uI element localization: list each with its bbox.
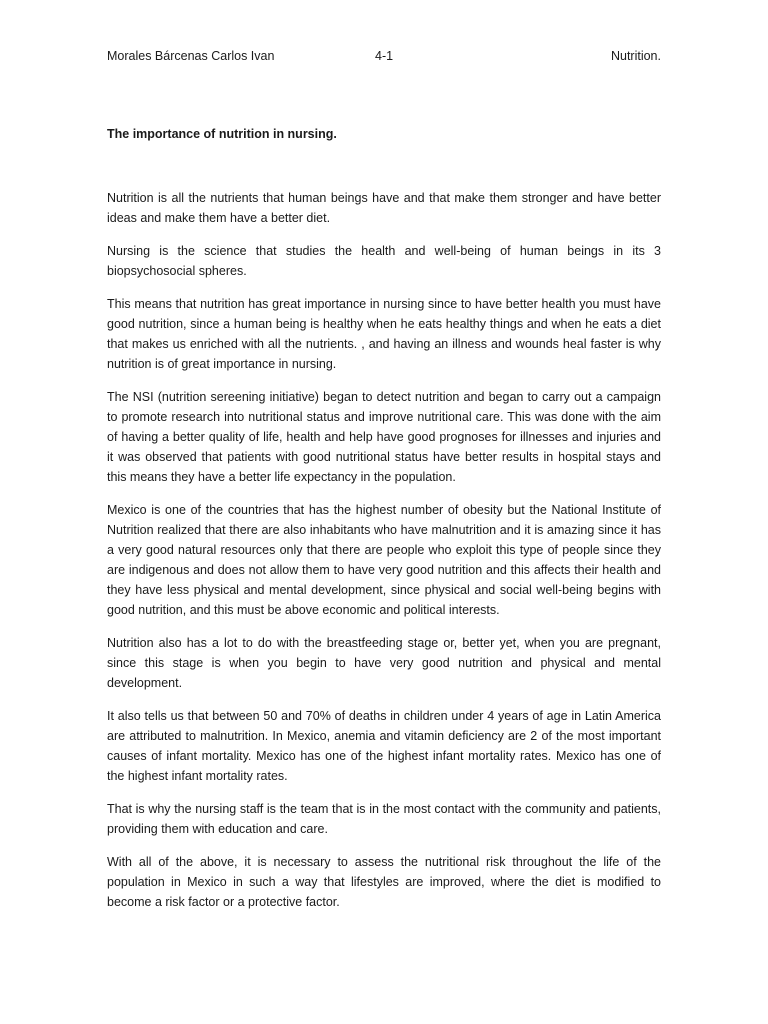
paragraph: Nursing is the science that studies the health and well-being of human beings in its 3 biopsychosocial spheres. xyxy=(107,244,661,278)
paragraph: It also tells us that between 50 and 70% of deaths in children under 4 years of age in Latin America are attributed to malnutrition. In Mexico, anemia and vitamin deficiency are 2 of the most important causes of infant mortality. Mexico has one of the highest infant mortality rates. Mexico has one of the highest infant mortality rates. xyxy=(107,709,661,783)
paragraph: Mexico is one of the countries that has the highest number of obesity but the National Institute of Nutrition realized that there are also inhabitants who have malnutrition and it is amazing since it has a very good natural resources only that there are people who exploit this type of people since they are indigenous and does not allow them to have very good nutrition and this affects their health and they have less physical and mental development, since physical and social well-being begins with good nutrition, and this must be above economic and political interests. xyxy=(107,503,661,617)
document-title: The importance of nutrition in nursing. xyxy=(107,127,337,141)
paragraph: That is why the nursing staff is the team that is in the most contact with the community and patients, providing them with education and care. xyxy=(107,802,661,836)
header-author: Morales Bárcenas Carlos Ivan xyxy=(107,49,275,63)
page-header xyxy=(107,46,661,66)
paragraph: Nutrition also has a lot to do with the breastfeeding stage or, better yet, when you are pregnant, since this stage is when you begin to have very good nutrition and physical and mental development. xyxy=(107,636,661,690)
paragraph: With all of the above, it is necessary to assess the nutritional risk throughout the life of the population in Mexico in such a way that lifestyles are improved, where the diet is modified to become a risk factor or a protective factor. xyxy=(107,855,661,909)
paragraph: Nutrition is all the nutrients that human beings have and that make them stronger and have better ideas and make them have a better diet. xyxy=(107,191,661,225)
document-body xyxy=(107,188,661,925)
header-page-label: 4-1 xyxy=(375,49,394,63)
header-subject: Nutrition. xyxy=(610,49,661,63)
paragraph: This means that nutrition has great importance in nursing since to have better health you must have good nutrition, since a human being is healthy when he eats healthy things and when he eats a diet that makes us enriched with all the nutrients. , and having an illness and wounds heal faster is why nutrition is of great importance in nursing. xyxy=(107,297,661,371)
paragraph: The NSI (nutrition sereening initiative) began to detect nutrition and began to carry out a campaign to promote research into nutritional status and improve nutritional care. This was done with the aim of having a better quality of life, health and help have good prognoses for illnesses and injuries and it was observed that patients with good nutritional status have better results in hospital stays and this means they have a better life expectancy in the population. xyxy=(107,390,661,484)
